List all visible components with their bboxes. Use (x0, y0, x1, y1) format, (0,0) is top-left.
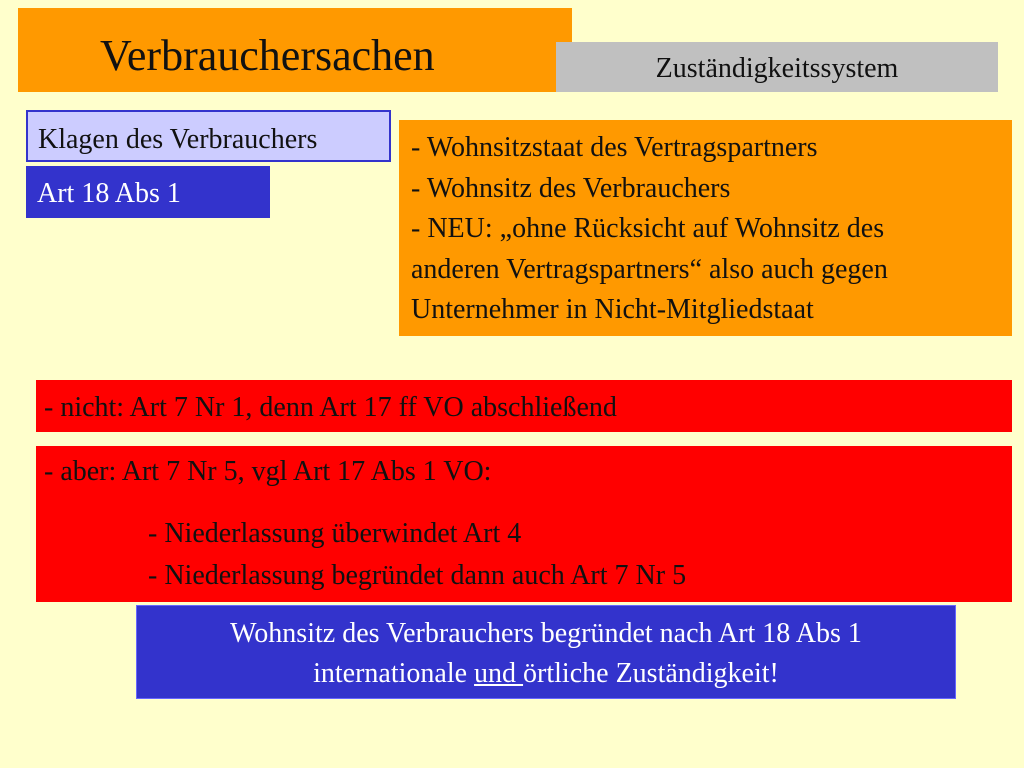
jurisdiction-list (399, 120, 1012, 336)
list-item: anderen Vertragspartners“ also auch gegen (411, 253, 888, 285)
note-heading: - aber: Art 7 Nr 5, vgl Art 17 Abs 1 VO: (44, 456, 492, 487)
conclusion-note (136, 605, 956, 699)
conclusion-underlined-word: und (474, 658, 524, 689)
list-item: - Wohnsitz des Verbrauchers (411, 172, 731, 204)
label-art-18-abs-1: Art 18 Abs 1 (26, 166, 270, 218)
list-item: - Wohnsitzstaat des Vertragspartners (411, 132, 818, 163)
slide-subtitle: Zuständigkeitssystem (556, 42, 998, 92)
list-item: - NEU: „ohne Rücksicht auf Wohnsitz des (411, 213, 885, 244)
list-item: Unternehmer in Nicht-Mitgliedstaat (411, 294, 814, 325)
conclusion-text: internationale (313, 658, 475, 689)
label-klagen-des-verbrauchers: Klagen des Verbrauchers (26, 110, 391, 162)
list-item: - Niederlassung überwindet Art 4 (148, 518, 522, 549)
note-nicht-art-7-nr-1: - nicht: Art 7 Nr 1, denn Art 17 ff VO abschließend (36, 380, 1012, 432)
conclusion-line-1: Wohnsitz des Verbrauchers begründet nach Art 18 Abs 1 (230, 618, 862, 649)
note-aber-art-7-nr-5 (36, 446, 1012, 602)
conclusion-text: örtliche Zuständigkeit! (523, 658, 779, 689)
list-item: - Niederlassung begründet dann auch Art 7 Nr 5 (148, 560, 687, 591)
slide-title: Verbrauchersachen (18, 8, 572, 92)
conclusion-line-2 (137, 654, 955, 694)
